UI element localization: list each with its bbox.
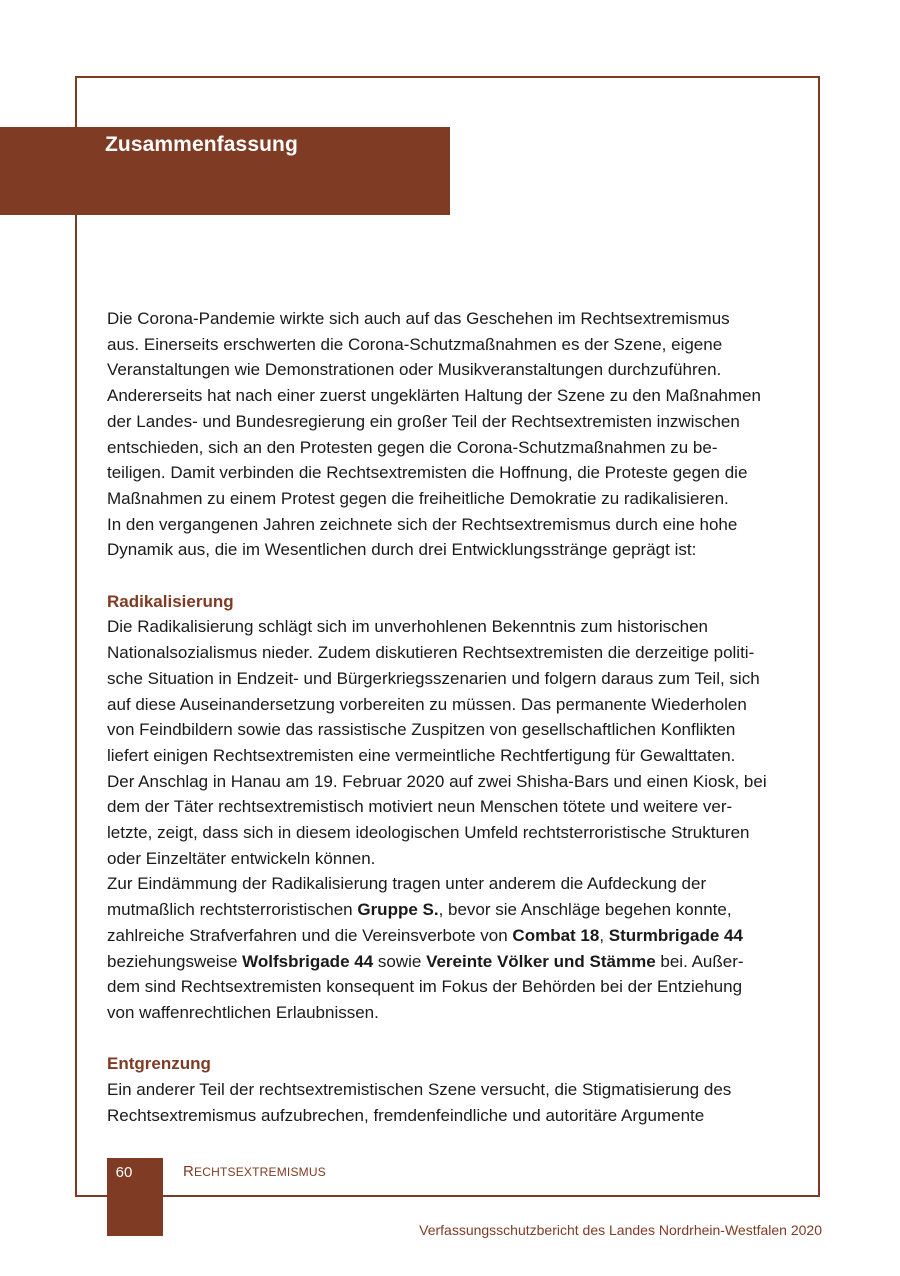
radikalisierung-line: von waffenrechtlichen Erlaubnissen.: [107, 1002, 379, 1022]
section-label-rest: ECHTSEXTREMISMUS: [194, 1165, 326, 1179]
paragraph-gap: [107, 1026, 797, 1052]
bold-term: Combat 18: [512, 925, 600, 945]
radikalisierung-line: [107, 897, 797, 923]
radikalisierung-line: Die Radikalisierung schlägt sich im unverhohlenen Bekenntnis zum historischen: [107, 617, 708, 637]
text-segment: sowie: [373, 951, 427, 971]
bold-term: Vereinte Völker und Stämme: [426, 951, 656, 971]
radikalisierung-line: [107, 949, 797, 975]
body-text: [107, 306, 797, 1128]
radikalisierung-line: oder Einzeltäter entwickeln können.: [107, 848, 376, 868]
radikalisierung-line: von Feindbildern sowie das rassistische Zuspitzen von gesellschaftlichen Konflikten: [107, 720, 736, 740]
radikalisierung-line: liefert einigen Rechtsextremisten eine vermeintliche Rechtfertigung für Gewalttaten.: [107, 745, 736, 765]
bold-term: Wolfsbrigade 44: [242, 951, 374, 971]
entgrenzung-line: Rechtsextremismus aufzubrechen, fremdenfeindliche und autoritäre Argumente: [107, 1105, 705, 1125]
intro-line: aus. Einerseits erschwerten die Corona-Schutzmaßnahmen es der Szene, eigene: [107, 334, 723, 354]
radikalisierung-line: letzte, zeigt, dass sich in diesem ideologischen Umfeld rechtsterroristische Strukturen: [107, 823, 750, 843]
intro-line: In den vergangenen Jahren zeichnete sich der Rechtsextremismus durch eine hohe: [107, 514, 738, 534]
intro-line: der Landes- und Bundesregierung ein großer Teil der Rechtsextremisten inzwischen: [107, 411, 740, 431]
bold-term: Sturmbrigade 44: [608, 925, 743, 945]
intro-line: Maßnahmen zu einem Protest gegen die freiheitliche Demokratie zu radikalisieren.: [107, 488, 729, 508]
entgrenzung-line: Ein anderer Teil der rechtsextremistischen Szene versucht, die Stigmatisierung des: [107, 1080, 732, 1100]
text-segment: , bevor sie Anschläge begehen konnte,: [438, 900, 732, 920]
radikalisierung-line: [107, 923, 797, 949]
radikalisierung-line: dem der Täter rechtsextremistisch motiviert neun Menschen tötete und weitere ver-: [107, 797, 733, 817]
intro-line: Die Corona-Pandemie wirkte sich auch auf das Geschehen im Rechtsextremismus: [107, 309, 730, 328]
radikalisierung-line: dem sind Rechtsextremisten konsequent im Fokus der Behörden bei der Entziehung: [107, 977, 743, 997]
intro-line: Andererseits hat nach einer zuerst ungeklärten Haltung der Szene zu den Maßnahmen: [107, 386, 761, 406]
radikalisierung-line: Zur Eindämmung der Radikalisierung tragen unter anderem die Aufdeckung der: [107, 874, 707, 894]
radikalisierung-line: auf diese Auseinandersetzung vorbereiten zu müssen. Das permanente Wiederholen: [107, 694, 747, 714]
paragraph-gap: [107, 563, 797, 589]
intro-line: Dynamik aus, die im Wesentlichen durch drei Entwicklungsstränge geprägt ist:: [107, 540, 697, 560]
intro-line: teiligen. Damit verbinden die Rechtsextremisten die Hoffnung, die Proteste gegen die: [107, 463, 748, 483]
text-segment: beziehungsweise: [107, 951, 243, 971]
radikalisierung-heading: Radikalisierung: [107, 591, 234, 611]
footer-publication: Verfassungsschutzbericht des Landes Nordrhein-Westfalen 2020: [419, 1222, 822, 1238]
radikalisierung-line: Nationalsozialismus nieder. Zudem diskutieren Rechtsextremisten die derzeitige politi-: [107, 643, 755, 663]
page-number-box: [107, 1158, 163, 1236]
radikalisierung-line: sche Situation in Endzeit- und Bürgerkriegsszenarien und folgern daraus zum Teil, sich: [107, 668, 760, 688]
section-label-initial: R: [183, 1163, 195, 1180]
text-segment: bei. Außer-: [655, 951, 744, 971]
page-number: 60: [115, 1164, 133, 1181]
section-title: Zusammenfassung: [105, 133, 298, 156]
radikalisierung-line: Der Anschlag in Hanau am 19. Februar 2020 auf zwei Shisha-Bars und einen Kiosk, bei: [107, 771, 767, 791]
text-segment: zahlreiche Strafverfahren und die Vereinsverbote von: [107, 925, 513, 945]
text-segment: mutmaßlich rechtsterroristischen: [107, 900, 358, 920]
text-segment: ,: [599, 925, 609, 945]
intro-line: Veranstaltungen wie Demonstrationen oder Musikveranstaltungen durchzuführen.: [107, 360, 722, 380]
bold-term: Gruppe S.: [357, 900, 439, 920]
running-header-section: [183, 1163, 326, 1180]
intro-line: entschieden, sich an den Protesten gegen die Corona-Schutzmaßnahmen zu be-: [107, 437, 718, 457]
entgrenzung-heading: Entgrenzung: [107, 1054, 211, 1074]
